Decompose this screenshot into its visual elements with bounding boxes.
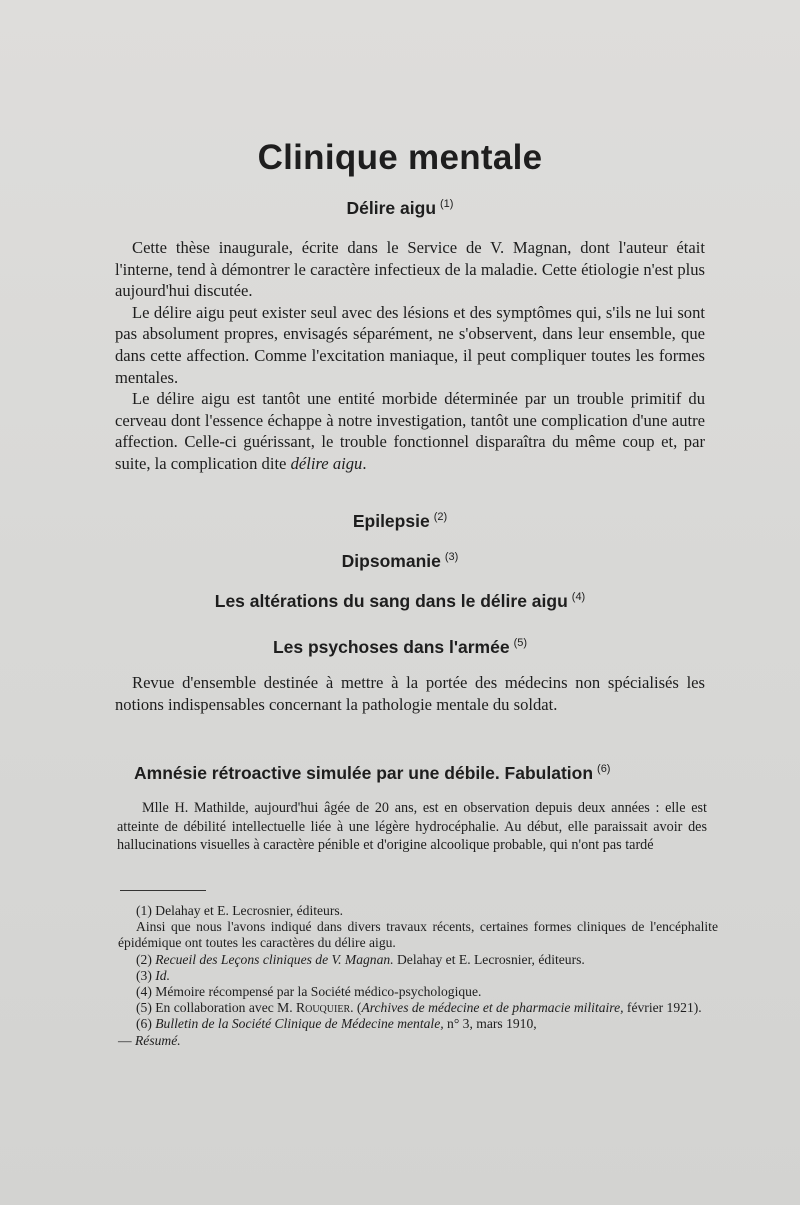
footnote-1: (1) Delahay et E. Lecrosnier, éditeurs.: [136, 903, 344, 918]
footnote-6-journal: Bulletin de la Société Clinique de Médecine mentale,: [155, 1016, 444, 1032]
footnote-5: [118, 1000, 718, 1016]
footnote-2-rest: Delahay et E. Lecrosnier, éditeurs.: [393, 951, 585, 967]
heading-delire-aigu-text: Délire aigu: [346, 198, 437, 218]
footnote-ref-2: (2): [433, 511, 448, 523]
footnote-ref-1: (1): [440, 198, 454, 210]
page-title: Clinique mentale: [257, 138, 543, 177]
footnote-3-num: (3): [136, 967, 156, 983]
footnote-divider: [120, 890, 206, 891]
footnote-ref-6: (6): [597, 763, 611, 775]
footnote-5-end: février 1921).: [623, 1000, 702, 1016]
footnote-2: [118, 952, 718, 968]
heading-psychoses-armee: [0, 637, 800, 658]
footnote-1-extra: Ainsi que nous l'avons indiqué dans divers travaux récents, certaines formes cliniques de l'encéphalite épidémique ont toutes les caractères du délire aigu.: [118, 919, 718, 951]
heading-dipsomanie: [0, 551, 800, 572]
heading-epilepsie-text: Epilepsie: [352, 511, 430, 531]
footnote-5-start: (5) En collaboration avec M.: [136, 1000, 297, 1016]
footnote-ref-5: (5): [513, 637, 528, 649]
delire-aigu-body: [115, 237, 705, 475]
psychoses-paragraph: Revue d'ensemble destinée à mettre à la portée des médecins non spécialisés les notions indispensables concernant la pathologie mentale du soldat.: [115, 673, 705, 714]
heading-alterations-text: Les altérations du sang dans le délire aigu: [214, 591, 568, 611]
amnesie-body: [117, 799, 707, 855]
delire-paragraph-1: Cette thèse inaugurale, écrite dans le Service de V. Magnan, dont l'auteur était l'interne, tend à démontrer le caractère infectieux de la maladie. Cette étiologie n'est plus aujourd'hui discutée.: [115, 238, 705, 301]
footnote-3-title: Id.: [155, 967, 170, 983]
footnote-5-journal: Archives de médecine et de pharmacie militaire,: [361, 1000, 624, 1016]
delire-paragraph-2: Le délire aigu peut exister seul avec des lésions et des symptômes qui, s'ils ne lui sont pas absolument propres, envisagés séparément, ne s'observent, dans leur ensemble, que dans cette affection. Comme l'excitation maniaque, il peut compliquer toutes les formes mentales.: [115, 302, 705, 387]
footnote-ref-3: (3): [444, 551, 459, 563]
heading-delire-aigu: [0, 198, 800, 219]
footnote-4: (4) Mémoire récompensé par la Société médico-psychologique.: [136, 984, 482, 1000]
heading-amnesie-fabulation: [134, 763, 754, 784]
psychoses-body: [115, 672, 705, 715]
footnote-6-summary: [118, 1033, 718, 1049]
footnote-6-resume: Résumé.: [135, 1032, 181, 1048]
footnote-2-num: (2): [136, 951, 156, 967]
amnesie-paragraph: Mlle H. Mathilde, aujourd'hui âgée de 20 ans, est en observation depuis deux années : elle est atteinte de débilité intellectuelle liée à une légère hydrocéphalie. Au début, elle paraissait avoir des hallucinations visuelles à caractère pénible et d'origine alcoolique probable, qui n'ont pas tardé: [117, 800, 707, 853]
footnote-2-title: Recueil des Leçons cliniques de V. Magnan.: [155, 951, 394, 967]
footnote-3: [118, 968, 718, 984]
heading-dipsomanie-text: Dipsomanie: [341, 551, 441, 571]
heading-psychoses-text: Les psychoses dans l'armée: [272, 637, 510, 657]
footnote-ref-4: (4): [571, 591, 586, 603]
delire-paragraph-3-text: Le délire aigu est tantôt une entité morbide déterminée par un trouble primitif du cerveau dont l'essence échappe à notre investigation, tantôt une complication d'une autre affection. Celle-ci guérissant, le trouble fonctionnel disparaîtra du même coup et, par suite, la complication dite: [115, 389, 705, 473]
delire-paragraph-3-end: .: [362, 453, 367, 473]
delire-paragraph-3-italic: délire aigu: [290, 453, 363, 473]
footnote-5-author: Rouquier: [296, 1000, 351, 1016]
footnote-6-num: (6): [136, 1016, 156, 1032]
footnote-6: [118, 1016, 718, 1032]
heading-epilepsie: [0, 511, 800, 532]
footnote-6-dash: —: [118, 1032, 135, 1048]
delire-paragraph-3: [115, 388, 705, 474]
heading-amnesie-text: Amnésie rétroactive simulée par une débile. Fabulation: [134, 763, 594, 783]
heading-alterations-sang: [0, 591, 800, 612]
footnotes: [118, 903, 718, 1049]
footnote-5-mid: . (: [350, 1000, 362, 1016]
footnote-6-rest: n° 3, mars 1910,: [443, 1016, 537, 1032]
